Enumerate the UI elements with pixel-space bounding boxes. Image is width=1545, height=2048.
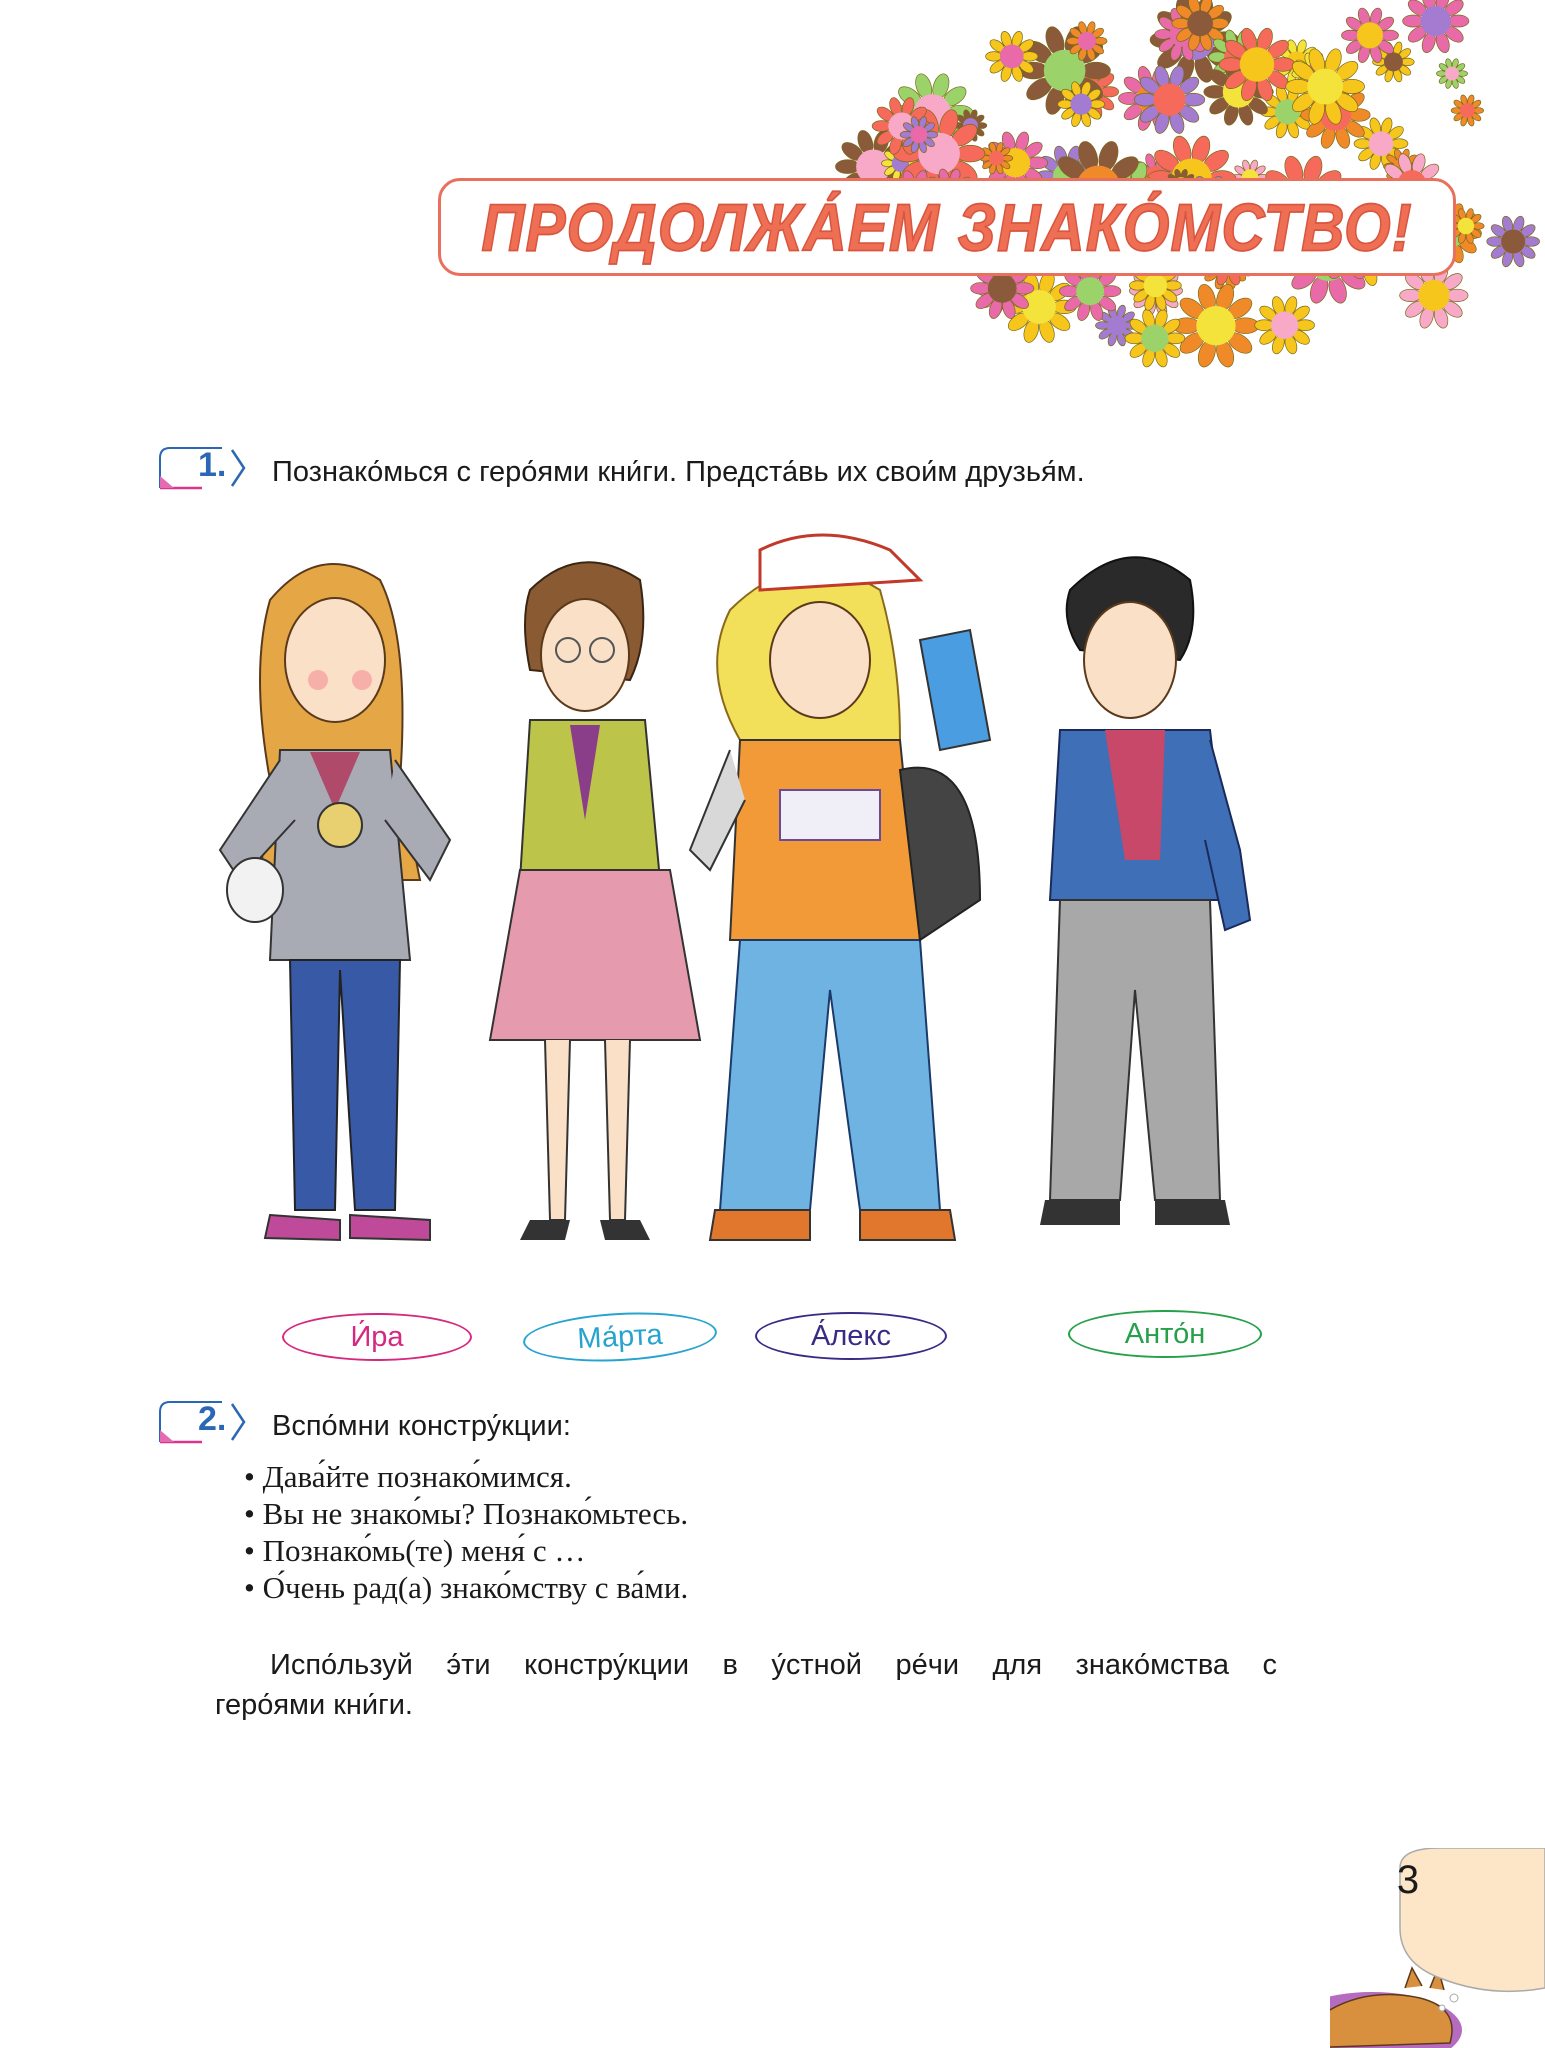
paragraph-line-1: Испо́льзуй э́ти констру́кции в у́стной ре́чи для знако́мства с [270,1649,1277,1681]
name-label-alex: А́лекс [755,1312,947,1360]
flower-shape [1173,282,1259,369]
flower-shape [1437,58,1468,89]
list-item: • Дава́йте познако́мимся. [244,1459,572,1494]
exercise-1-instruction: Познако́мься с геро́ями кни́ги. Предста́вь их свои́м друзья́м. [272,456,1085,488]
page-number: 3 [1396,1858,1420,1902]
exercise-1-number: 1. [198,446,227,484]
flower-shape [1255,295,1315,355]
title-banner [438,178,1456,276]
name-label-ira: И́ра [282,1313,472,1361]
flower-shape [1403,0,1469,54]
flower-shape [1487,215,1540,268]
list-item: • Познако́мь(те) меня́ с … [244,1533,586,1568]
flower-shape [1451,94,1483,127]
exercise-2-instruction: Вспо́мни констру́кции: [272,1410,571,1442]
ira-figure [220,564,450,1240]
page-title: ПРОДОЛЖА́ЕМ ЗНАКО́МСТВО! [481,189,1413,265]
anton-figure [1040,557,1250,1225]
list-item: • О́чень рад(а) знако́мству с ва́ми. [244,1570,689,1605]
characters-illustration [200,520,1350,1310]
name-label-marta: Ма́рта [522,1308,718,1366]
paragraph-line-2: геро́ями кни́ги. [215,1689,413,1721]
constructions-list [244,1458,688,1606]
list-item: • Вы не знако́мы? Познако́мьтесь. [244,1496,689,1531]
name-label-anton: Анто́н [1068,1310,1262,1358]
marta-figure [490,562,700,1240]
exercise-2-number: 2. [198,1400,227,1438]
alex-figure [690,535,990,1240]
